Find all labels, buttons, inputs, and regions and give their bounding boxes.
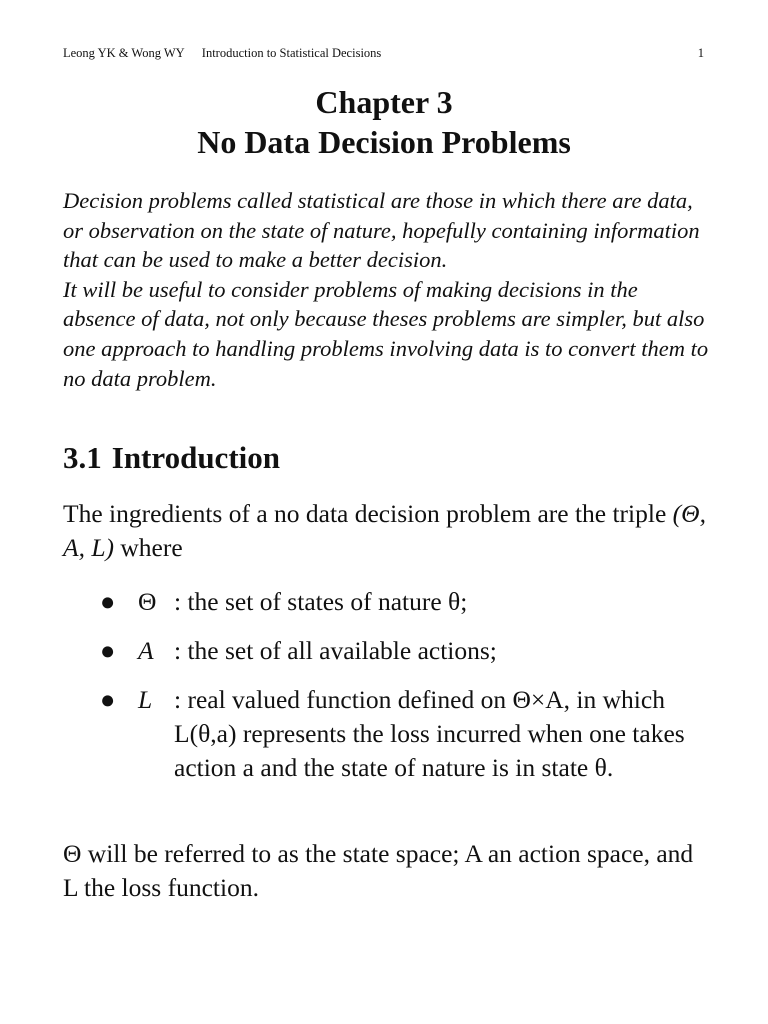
bullet-list bbox=[100, 585, 710, 800]
header-authors: Leong YK & Wong WY bbox=[63, 46, 185, 60]
intro-where: where bbox=[120, 533, 183, 562]
intro-text: The ingredients of a no data decision problem are the triple bbox=[63, 499, 667, 528]
bullet-icon: ● bbox=[100, 636, 116, 665]
list-item bbox=[100, 634, 710, 668]
bullet-icon: ● bbox=[100, 587, 116, 616]
list-item bbox=[100, 585, 710, 619]
bullet-text: : the set of states of nature θ; bbox=[174, 587, 468, 616]
chapter-title: No Data Decision Problems bbox=[197, 124, 571, 160]
header-left bbox=[63, 46, 395, 61]
intro-triple: (Θ, A, L) bbox=[63, 499, 706, 562]
running-header bbox=[63, 46, 704, 61]
chapter-label: Chapter 3 bbox=[315, 84, 453, 120]
section-number: 3.1 bbox=[63, 440, 102, 475]
bullet-symbol: L bbox=[138, 685, 153, 714]
abstract bbox=[63, 186, 713, 393]
bullet-text: : real valued function defined on Θ×A, in which L(θ,a) represents the loss incurred when one takes action a and the state of nature is in state θ. bbox=[174, 685, 685, 782]
bullet-symbol: Θ bbox=[138, 587, 157, 616]
bullet-text: : the set of all available actions; bbox=[174, 636, 497, 665]
list-item bbox=[100, 683, 710, 785]
bullet-symbol: A bbox=[138, 636, 154, 665]
header-book-title: Introduction to Statistical Decisions bbox=[201, 46, 382, 60]
abstract-paragraph-2: It will be useful to consider problems of making decisions in the absence of data, not only because theses problems are simpler, but also one approach to handling problems involving data is to convert them to no data problem. bbox=[63, 276, 709, 391]
closing-paragraph: Θ will be referred to as the state space; A an action space, and L the loss function. bbox=[63, 839, 694, 902]
bullet-icon: ● bbox=[100, 685, 116, 714]
section-heading bbox=[63, 440, 280, 476]
intro-paragraph bbox=[63, 497, 713, 565]
page-number: 1 bbox=[697, 46, 704, 60]
chapter-heading bbox=[0, 82, 768, 162]
abstract-paragraph-1: Decision problems called statistical are those in which there are data, or observation on the state of nature, hopefully containing information that can be used to make a better decision. bbox=[63, 188, 700, 273]
section-title: Introduction bbox=[111, 440, 280, 475]
